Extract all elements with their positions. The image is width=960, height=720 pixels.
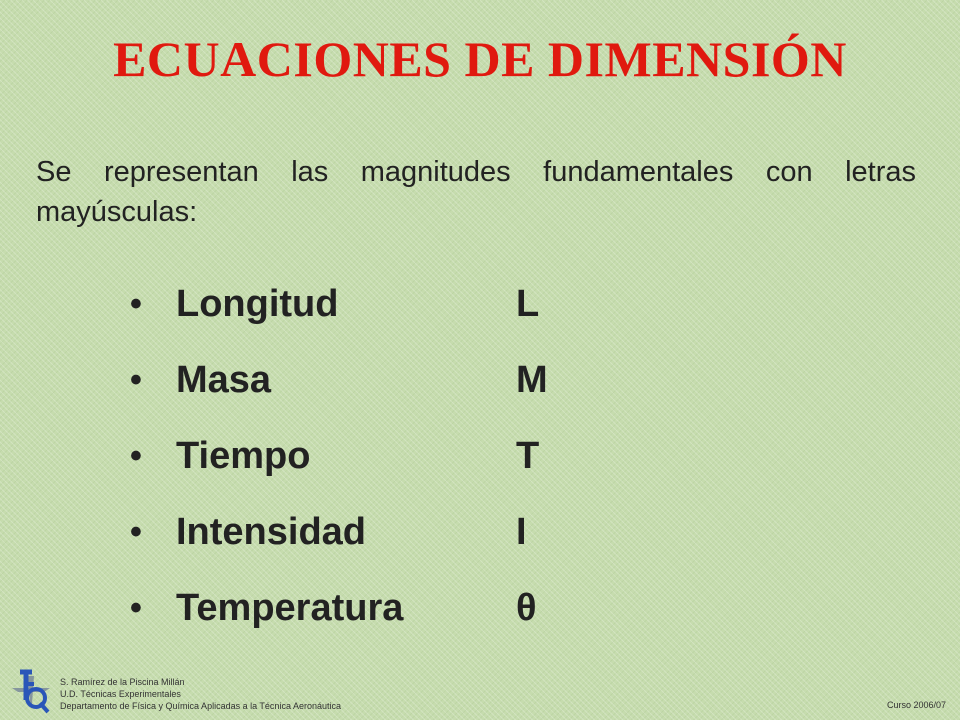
footer-author: S. Ramírez de la Piscina Millán	[60, 677, 185, 687]
quantity-name: Tiempo	[176, 434, 311, 477]
bullet: •	[130, 588, 142, 627]
footer-department: Departamento de Física y Química Aplicadas a la Técnica Aeronáutica	[60, 701, 341, 711]
quantity-name: Masa	[176, 358, 272, 401]
footer-unit: U.D. Técnicas Experimentales	[60, 689, 181, 699]
bullet: •	[130, 436, 142, 475]
quantity-symbol: θ	[516, 586, 537, 629]
intro-text: Se representan las magnitudes fundamentales con letras mayúsculas:	[36, 156, 916, 228]
quantity-symbol: T	[516, 434, 540, 477]
quantity-name: Longitud	[176, 282, 339, 325]
quantity-item	[130, 266, 548, 342]
footer-credits	[60, 676, 341, 712]
fq-aircraft-logo-icon	[6, 664, 56, 716]
quantity-item	[130, 342, 548, 418]
quantity-name: Temperatura	[176, 586, 404, 629]
quantity-symbol: I	[516, 510, 527, 553]
fundamental-quantities-list	[130, 266, 548, 646]
slide-title: ECUACIONES DE DIMENSIÓN	[113, 31, 847, 87]
footer-course: Curso 2006/07	[886, 700, 946, 710]
bullet: •	[130, 284, 142, 323]
bullet: •	[130, 512, 142, 551]
quantity-name: Intensidad	[176, 510, 367, 553]
bullet: •	[130, 360, 142, 399]
quantity-item	[130, 494, 548, 570]
quantity-symbol: M	[516, 358, 548, 401]
quantity-symbol: L	[516, 282, 540, 325]
quantity-item	[130, 418, 548, 494]
quantity-item	[130, 570, 548, 646]
